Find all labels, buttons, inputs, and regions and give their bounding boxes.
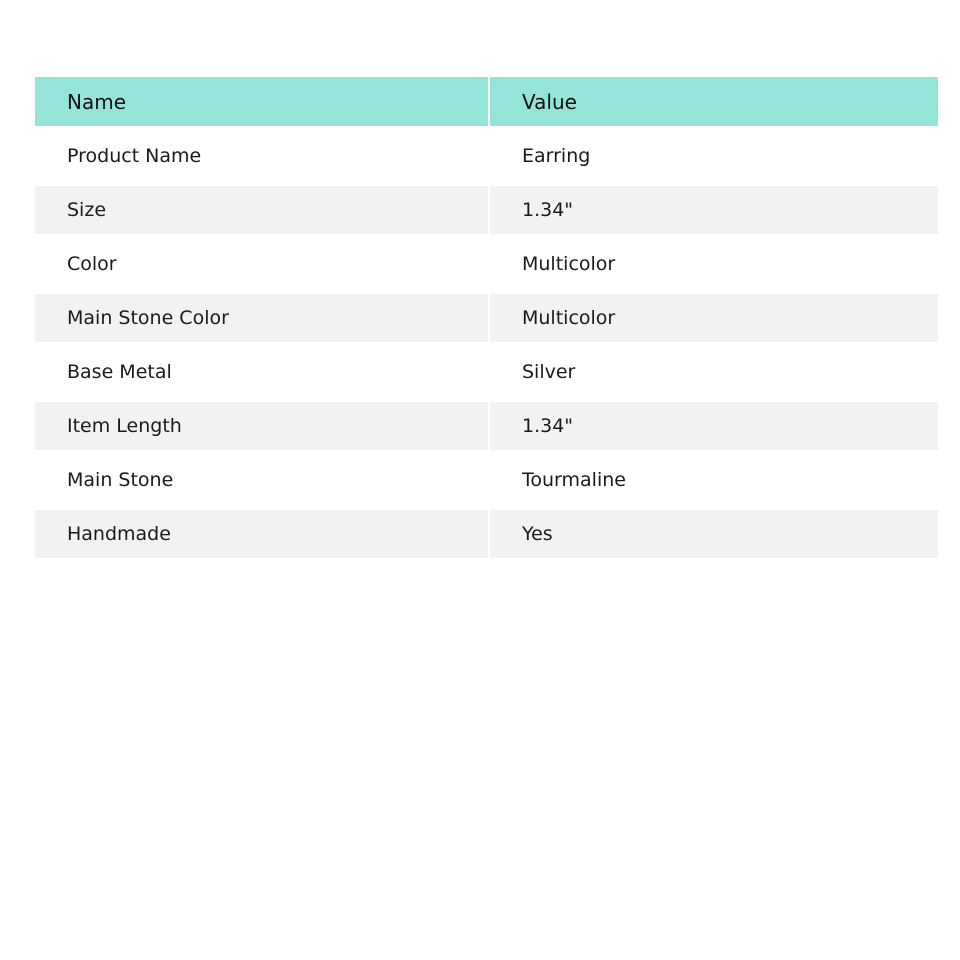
row-name-cell: Product Name bbox=[35, 126, 490, 180]
table-row bbox=[35, 504, 938, 558]
row-value-cell: Tourmaline bbox=[490, 450, 938, 504]
column-header-name: Name bbox=[35, 77, 490, 126]
row-value-cell: 1.34" bbox=[490, 396, 938, 450]
row-name-cell: Main Stone bbox=[35, 450, 490, 504]
row-value-cell: Earring bbox=[490, 126, 938, 180]
table-header-row bbox=[35, 77, 938, 126]
table-row bbox=[35, 396, 938, 450]
table-row bbox=[35, 126, 938, 180]
table-header bbox=[35, 77, 938, 126]
table-row bbox=[35, 288, 938, 342]
row-value-cell: Yes bbox=[490, 504, 938, 558]
table-row bbox=[35, 450, 938, 504]
product-spec-table bbox=[35, 77, 938, 558]
table-row bbox=[35, 180, 938, 234]
row-name-cell: Handmade bbox=[35, 504, 490, 558]
table-row bbox=[35, 234, 938, 288]
row-value-cell: Multicolor bbox=[490, 234, 938, 288]
row-name-cell: Color bbox=[35, 234, 490, 288]
row-name-cell: Item Length bbox=[35, 396, 490, 450]
row-value-cell: Multicolor bbox=[490, 288, 938, 342]
row-name-cell: Main Stone Color bbox=[35, 288, 490, 342]
row-name-cell: Size bbox=[35, 180, 490, 234]
table-body bbox=[35, 126, 938, 558]
row-value-cell: 1.34" bbox=[490, 180, 938, 234]
row-name-cell: Base Metal bbox=[35, 342, 490, 396]
column-header-value: Value bbox=[490, 77, 938, 126]
row-value-cell: Silver bbox=[490, 342, 938, 396]
table-row bbox=[35, 342, 938, 396]
